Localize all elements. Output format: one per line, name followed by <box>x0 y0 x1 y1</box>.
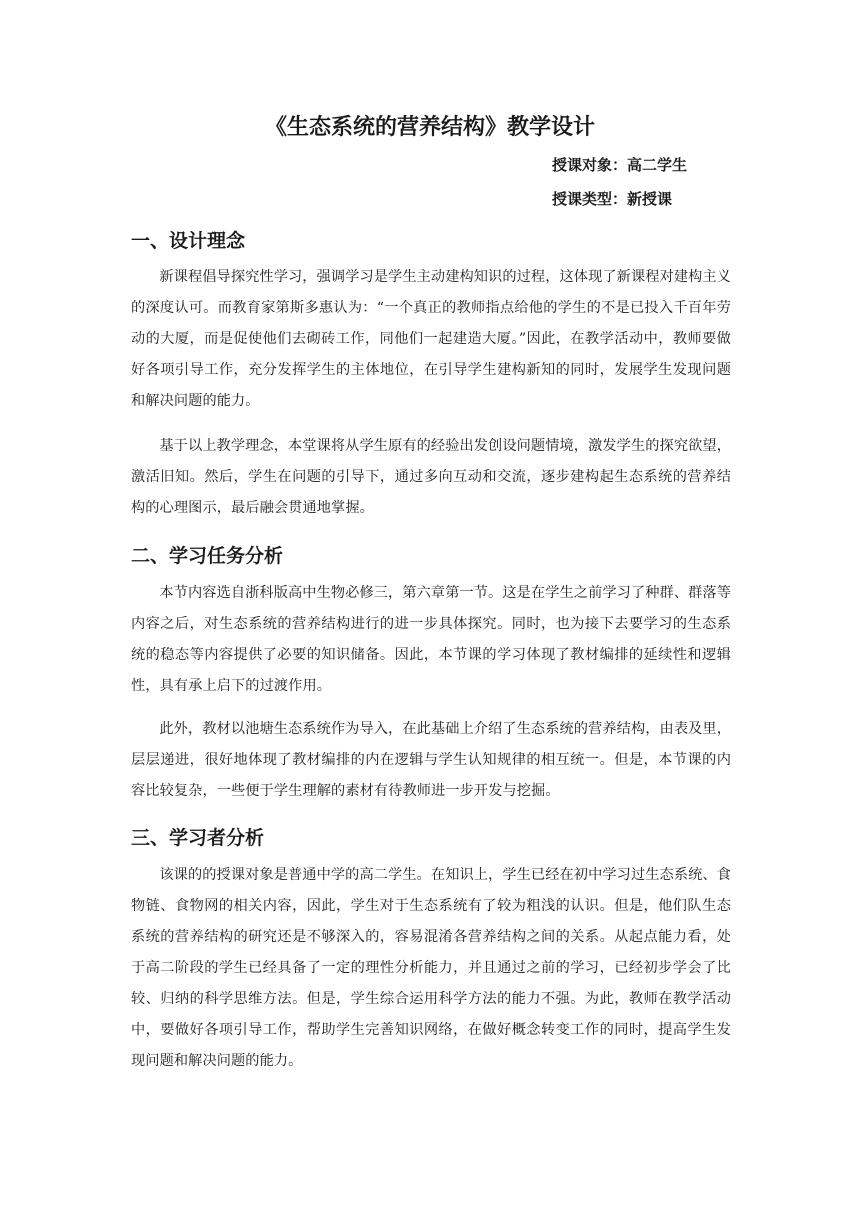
document-title: 《生态系统的营养结构》教学设计 <box>264 115 595 140</box>
paragraph: 此外，教材以池塘生态系统作为导入，在此基础上介绍了生态系统的营养结构，由表及里，层层递进，很好地体现了教材编排的内在逻辑与学生认知规律的相互统一。但是，本节课的内容比较复杂，一些便于学生理解的素材有待教师进一步开发与挖掘。 <box>131 721 731 799</box>
paragraph: 新课程倡导探究性学习，强调学习是学生主动建构知识的过程，这体现了新课程对建构主义的深度认可。而教育家第斯多惠认为：“一个真正的教师指点给他的学生的不是已投入千百年劳动的大厦，而是促使他们去砌砖工作，同他们一起建造大厦。”因此，在教学活动中，教师要做好各项引导工作，充分发挥学生的主体地位，在引导学生建构新知的同时，发展学生发现问题和解决问题的能力。 <box>131 269 731 409</box>
meta-lesson-type: 授课类型：新授课 <box>552 190 673 208</box>
paragraph: 本节内容选自浙科版高中生物必修三，第六章第一节。这是在学生之前学习了种群、群落等内容之后，对生态系统的营养结构进行的进一步具体探究。同时，也为接下去要学习的生态系统的稳态等内容提供了必要的知识储备。因此，本节课的学习体现了教材编排的延续性和逻辑性，具有承上启下的过渡作用。 <box>131 585 731 694</box>
paragraph: 基于以上教学理念，本堂课将从学生原有的经验出发创设问题情境，激发学生的探究欲望，激活旧知。然后，学生在问题的引导下，通过多向互动和交流，逐步建构起生态系统的营养结构的心理图示，最后融会贯通地掌握。 <box>131 438 731 516</box>
meta-audience: 授课对象：高二学生 <box>552 156 688 174</box>
section-heading-task-analysis: 二、学习任务分析 <box>131 545 284 567</box>
section-heading-learner-analysis: 三、学习者分析 <box>131 827 265 849</box>
section-heading-design-concept: 一、设计理念 <box>131 230 246 252</box>
paragraph: 该课的的授课对象是普通中学的高二学生。在知识上，学生已经在初中学习过生态系统、食物链、食物网的相关内容，因此，学生对于生态系统有了较为粗浅的认识。但是，他们队生态系统的营养结构的研究还是不够深入的，容易混淆各营养结构之间的关系。从起点能力看，处于高二阶段的学生已经具备了一定的理性分析能力，并且通过之前的学习，已经初步学会了比较、归纳的科学思维方法。但是，学生综合运用科学方法的能力不强。为此，教师在教学活动中，要做好各项引导工作，帮助学生完善知识网络，在做好概念转变工作的同时，提高学生发现问题和解决问题的能力。 <box>131 867 731 1069</box>
